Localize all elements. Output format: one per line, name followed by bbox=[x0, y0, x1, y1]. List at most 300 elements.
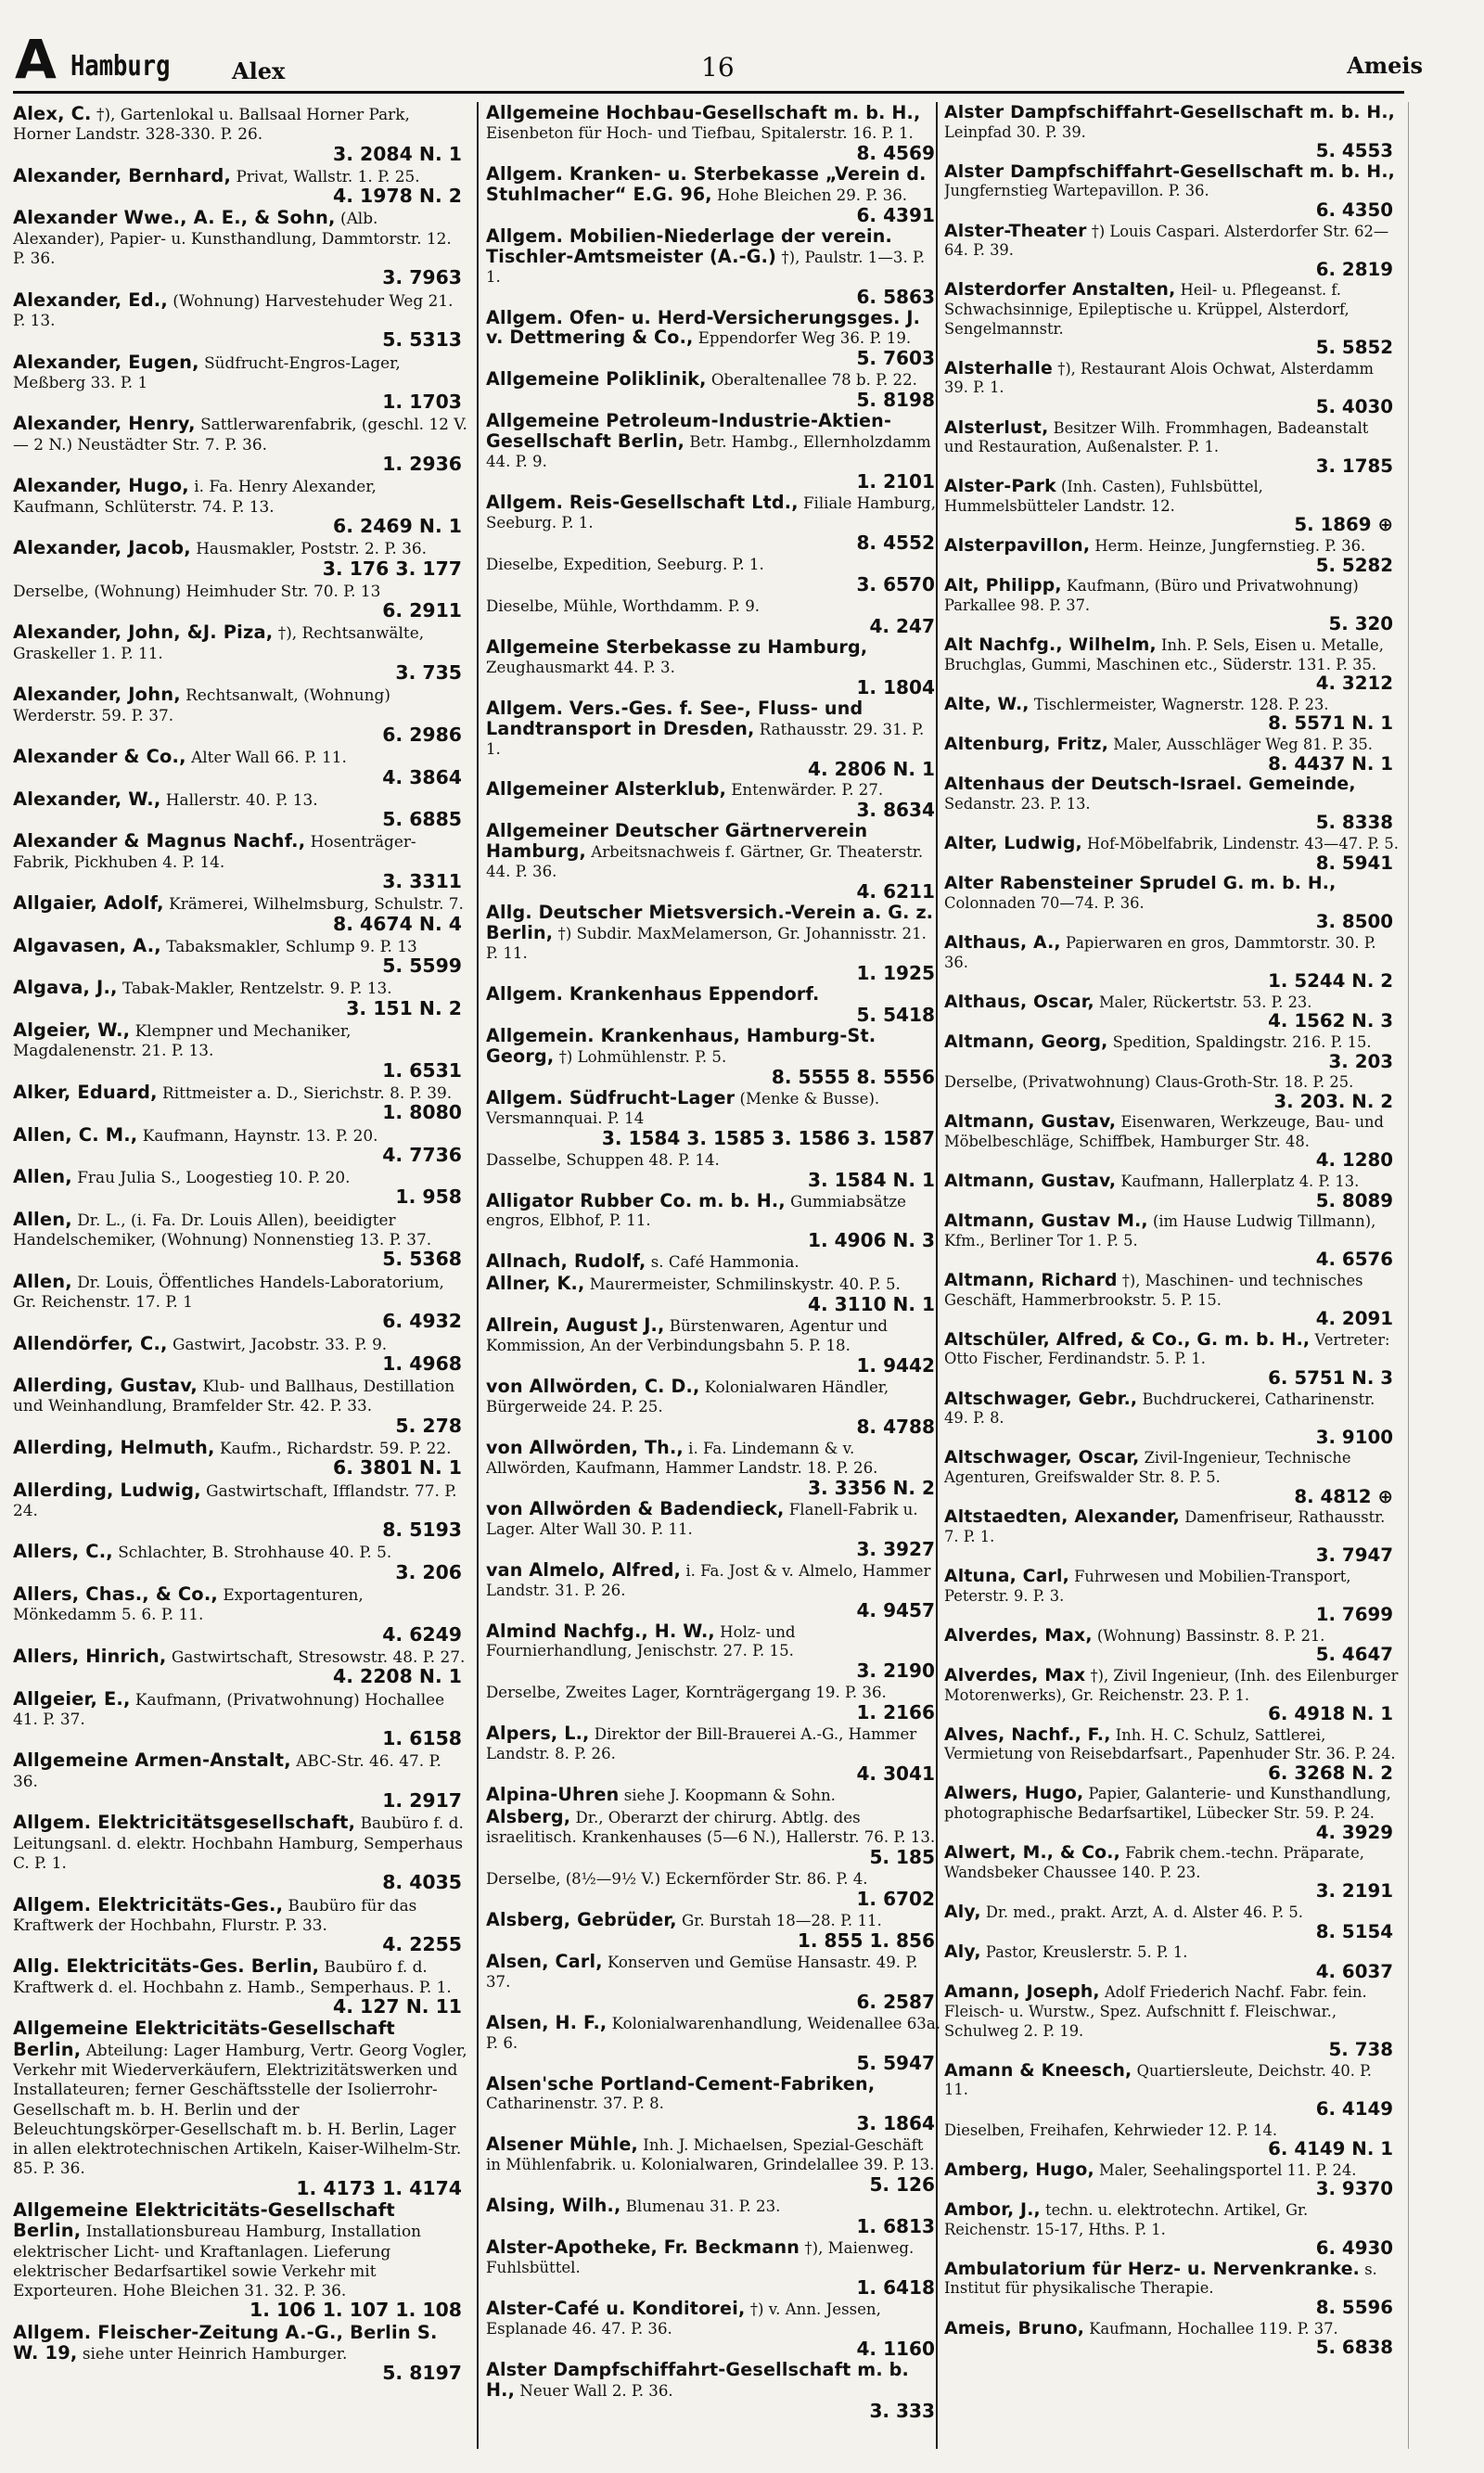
entry-details: Kaufm., Richardstr. 59. P. 22. bbox=[220, 1439, 452, 1457]
directory-entry bbox=[944, 1033, 1399, 1071]
entry-phone: 4. 6037 bbox=[1315, 1960, 1393, 1982]
directory-entry bbox=[486, 2072, 940, 2135]
entry-phone: 4. 3864 bbox=[382, 765, 462, 788]
entry-phone: 4. 2208 N. 1 bbox=[333, 1665, 462, 1688]
entry-phone: 3. 9100 bbox=[1315, 1426, 1393, 1448]
entry-details: ABC-Str. 46. 47. P. 36. bbox=[13, 1751, 441, 1790]
entry-name: Allgem. Krankenhaus Eppendorf. bbox=[486, 982, 820, 1005]
entry-name: Alexander, Bernhard, bbox=[13, 164, 232, 186]
entry-phone: 3. 9370 bbox=[1315, 2178, 1393, 2200]
entry-name: Alexander Wwe., A. E., & Sohn, bbox=[13, 207, 336, 229]
directory-entry bbox=[486, 412, 940, 492]
entry-phone: 3. 3311 bbox=[382, 869, 462, 892]
directory-entry bbox=[944, 1844, 1399, 1902]
entry-details: Holz- und Fournierhandlung, Jenischstr. 27. P. 15. bbox=[486, 1622, 796, 1660]
directory-entry bbox=[486, 1497, 940, 1560]
directory-entry bbox=[486, 1436, 940, 1499]
directory-entry bbox=[13, 2018, 467, 2198]
entry-details: techn. u. elektrotechn. Artikel, Gr. Reichenstr. 15-17, Hths. P. 1. bbox=[944, 2200, 1309, 2238]
entry-phone: 3. 6570 bbox=[856, 572, 935, 596]
entry-phone: 4. 1280 bbox=[1315, 1149, 1393, 1172]
directory-entry bbox=[486, 982, 940, 1026]
entry-phone: 5. 6885 bbox=[382, 808, 462, 831]
entry-name: Allgem. Vers.-Ges. f. See-, Fluss- und Landtransport in Dresden, bbox=[486, 697, 864, 739]
entry-name: Altschwager, Oscar, bbox=[944, 1448, 1140, 1468]
entry-details: Dasselbe, Schuppen 48. P. 14. bbox=[486, 1150, 720, 1169]
directory-entry bbox=[486, 162, 940, 226]
entry-name: Alexander, Eugen, bbox=[13, 351, 199, 373]
entry-phone: 4. 127 N. 11 bbox=[333, 1995, 462, 2018]
entry-name: Alsen, Carl, bbox=[486, 1950, 603, 1972]
directory-entry bbox=[13, 1750, 467, 1811]
entry-details: Südfrucht-Engros-Lager, Meßberg 33. P. 1 bbox=[13, 352, 401, 391]
entry-phone: 5. 4553 bbox=[1315, 140, 1393, 162]
entry-phone: 4. 247 bbox=[869, 614, 935, 637]
entry-details: Papier, Galanterie- und Kunsthandlung, photographische Bedarfsartikel, Lübecker Str. 59. P. 24. bbox=[944, 1785, 1391, 1823]
entry-phone: 6. 2986 bbox=[382, 723, 462, 746]
entry-details: Baubüro für das Kraftwerk der Hochbahn, Flurstr. P. 33. bbox=[13, 1895, 417, 1934]
directory-entry bbox=[13, 1480, 467, 1541]
directory-entry bbox=[13, 2200, 467, 2321]
entry-name: Alster-Theater bbox=[944, 221, 1087, 241]
directory-entry bbox=[486, 1724, 940, 1784]
directory-entry bbox=[944, 2062, 1399, 2120]
page-header bbox=[13, 28, 1441, 93]
entry-details: i. Fa. Henry Alexander, Kaufmann, Schlüterstr. 74. P. 13. bbox=[13, 477, 377, 516]
entry-phone: 8. 4552 bbox=[856, 532, 935, 555]
entry-name: Allers, C., bbox=[13, 1541, 113, 1563]
entry-name: Amann, Joseph, bbox=[944, 1982, 1100, 2003]
entry-details: Adolf Friederich Nachf. Fabr. fein. Fleisch- u. Wurstw., Spez. Aufschnitt f. Fleischwar., Schulweg 2. P. 19. bbox=[944, 1983, 1367, 2040]
entry-phone: 5. 185 bbox=[869, 1846, 935, 1869]
entry-name: Altschwager, Gebr., bbox=[944, 1389, 1138, 1409]
entry-phone: 3. 151 N. 2 bbox=[346, 996, 462, 1019]
directory-entry bbox=[13, 414, 467, 474]
directory-entry bbox=[944, 1508, 1399, 1566]
entry-name: Alexander, Henry, bbox=[13, 413, 196, 435]
entry-details: †), Maschinen- und technisches Geschäft, Hammerbrookstr. 5. P. 15. bbox=[944, 1272, 1363, 1309]
entry-details: siehe J. Koopmann & Sohn. bbox=[623, 1787, 836, 1805]
entry-phone: 3. 203. N. 2 bbox=[1273, 1090, 1393, 1112]
entry-details: Dr., Oberarzt der chirurg. Abtlg. des israelitisch. Krankenhauses (5—6 N.), Hallerstr. 76. P. 13. bbox=[486, 1809, 936, 1847]
directory-entry bbox=[13, 208, 467, 288]
directory-entry bbox=[486, 699, 940, 779]
directory-entry bbox=[944, 934, 1399, 992]
entry-name: Aly, bbox=[944, 1942, 981, 1963]
entry-name: Althaus, Oscar, bbox=[944, 992, 1094, 1012]
directory-entry bbox=[486, 1189, 940, 1252]
entry-name: Allgemein. Krankenhaus, Hamburg-St. Georg, bbox=[486, 1024, 876, 1067]
entry-name: Alexander, W., bbox=[13, 788, 161, 810]
entry-details: Eppendorfer Weg 36. P. 19. bbox=[697, 329, 912, 348]
entry-name: Allen, C. M., bbox=[13, 1123, 138, 1146]
directory-entry bbox=[486, 1683, 940, 1723]
entry-name: Alter, Ludwig, bbox=[944, 833, 1082, 853]
entry-details: Klempner und Mechaniker, Magdalenenstr. 21. P. 13. bbox=[13, 1021, 352, 1060]
entry-phone: 1. 6418 bbox=[856, 2276, 935, 2300]
entry-name: Allen, bbox=[13, 1270, 72, 1292]
directory-entry bbox=[13, 1895, 467, 1955]
directory-entry bbox=[486, 1086, 940, 1149]
entry-name: Amann & Kneesch, bbox=[944, 2060, 1132, 2081]
entry-name: Algavasen, A., bbox=[13, 934, 161, 956]
directory-entry bbox=[944, 223, 1399, 280]
entry-name: Alster Dampfschiffahrt-Gesellschaft m. b. H., bbox=[944, 161, 1395, 182]
entry-phone: 6. 4391 bbox=[856, 203, 935, 226]
entry-name: Altenhaus der Deutsch-Israel. Gemeinde, bbox=[944, 775, 1356, 795]
directory-entry bbox=[13, 1956, 467, 2017]
directory-entry bbox=[944, 1667, 1399, 1724]
directory-entry bbox=[13, 104, 467, 164]
entry-name: Alsen'sche Portland-Cement-Fabriken, bbox=[486, 2072, 876, 2095]
entry-name: Altstaedten, Alexander, bbox=[944, 1507, 1181, 1528]
entry-name: Allgem. Südfrucht-Lager bbox=[486, 1086, 736, 1108]
entry-phone: 3. 735 bbox=[395, 661, 462, 685]
directory-entry bbox=[13, 1334, 467, 1375]
entry-name: Alsterpavillon, bbox=[944, 536, 1091, 557]
entry-phone: 3. 3927 bbox=[856, 1537, 935, 1560]
entry-name: Allgemeine Elektricitäts-Gesellschaft Berlin, bbox=[13, 2198, 395, 2242]
entry-details: (Wohnung) Bassinstr. 8. P. 21. bbox=[1096, 1626, 1325, 1645]
entry-phone: 4. 1978 N. 2 bbox=[333, 185, 462, 208]
entry-phone: 6. 4918 N. 1 bbox=[1268, 1703, 1393, 1725]
entry-name: Ambulatorium für Herz- u. Nervenkranke. bbox=[944, 2259, 1360, 2279]
entry-phone: 5. 4647 bbox=[1315, 1644, 1393, 1666]
entry-name: Allendörfer, C., bbox=[13, 1332, 168, 1354]
entry-details: (Alb. Alexander), Papier- u. Kunsthandlung, Dammtorstr. 12. P. 36. bbox=[13, 209, 452, 268]
entry-phone: 4. 6576 bbox=[1315, 1249, 1393, 1271]
directory-entry bbox=[944, 1272, 1399, 1329]
entry-details: Catharinenstr. 37. P. 8. bbox=[486, 2095, 664, 2113]
entry-phone: 3. 2191 bbox=[1315, 1880, 1393, 1903]
entry-name: Alsterlust, bbox=[944, 417, 1049, 438]
entry-details: Sattlerwarenfabrik, (geschl. 12 V. — 2 N.) Neustädter Str. 7. P. 36. bbox=[13, 415, 467, 454]
entry-details: Eisenbeton für Hoch- und Tiefbau, Spitalerstr. 16. P. 1. bbox=[486, 123, 914, 142]
directory-entry bbox=[13, 1083, 467, 1123]
entry-name: Amberg, Hugo, bbox=[944, 2159, 1094, 2180]
directory-entry bbox=[486, 224, 940, 308]
entry-details: Tabak-Makler, Rentzelstr. 9. P. 13. bbox=[122, 979, 392, 998]
entry-phone: 6. 4932 bbox=[382, 1310, 462, 1333]
entry-name: Allgem. Reis-Gesellschaft Ltd., bbox=[486, 492, 799, 514]
entry-phone: 1. 2166 bbox=[856, 1701, 935, 1724]
entry-details: †), Gartenlokal u. Ballsaal Horner Park, Horner Landstr. 328-330. P. 26. bbox=[13, 105, 410, 144]
entry-details: Tabaksmakler, Schlump 9. P. 13 bbox=[166, 936, 417, 955]
header-rule bbox=[13, 91, 1404, 94]
entry-name: Alt, Philipp, bbox=[944, 576, 1062, 596]
entry-name: Altuna, Carl, bbox=[944, 1566, 1069, 1586]
entry-name: Allen, bbox=[13, 1208, 72, 1230]
entry-name: Allg. Deutscher Mietsversich.-Verein a. G. z. Berlin, bbox=[486, 902, 934, 944]
entry-details: Hallerstr. 40. P. 13. bbox=[165, 789, 318, 809]
entry-details: s. Institut für physikalische Therapie. bbox=[944, 2260, 1377, 2298]
entry-phone: 5. 8089 bbox=[1315, 1189, 1393, 1211]
entry-details: †), Maienweg. Fuhlsbüttel. bbox=[486, 2239, 915, 2277]
entry-name: Alster Dampfschiffahrt-Gesellschaft m. b. H., bbox=[944, 104, 1395, 122]
entry-name: von Allwörden, Th., bbox=[486, 1436, 684, 1458]
entry-name: Altmann, Richard bbox=[944, 1271, 1118, 1291]
directory-entry bbox=[944, 104, 1399, 161]
entry-phone: 8. 5571 N. 1 bbox=[1268, 712, 1393, 735]
directory-entry bbox=[944, 1113, 1399, 1171]
entry-phone: 4. 2806 N. 1 bbox=[808, 757, 935, 780]
directory-entry bbox=[486, 635, 940, 698]
directory-entry bbox=[13, 538, 467, 579]
entry-name: Alwert, M., & Co., bbox=[944, 1843, 1120, 1864]
entry-phone: 1. 6702 bbox=[856, 1887, 935, 1910]
entry-name: Allgemeine Sterbekasse zu Hamburg, bbox=[486, 635, 868, 658]
entry-name: Altmann, Gustav M., bbox=[944, 1211, 1148, 1232]
entry-details: Gr. Burstah 18—28. P. 11. bbox=[681, 1911, 882, 1929]
directory-entry bbox=[13, 581, 467, 621]
entry-phone: 3. 7963 bbox=[382, 266, 462, 289]
directory-entry bbox=[13, 352, 467, 413]
entry-details: Frau Julia S., Loogestieg 10. P. 20. bbox=[77, 1168, 351, 1187]
entry-details: Kolonialwaren Händler, Bürgerweide 24. P. 25. bbox=[486, 1378, 889, 1416]
entry-details: Gastwirt, Jacobstr. 33. P. 9. bbox=[172, 1334, 388, 1353]
directory-entry bbox=[13, 1020, 467, 1081]
entry-details: (Inh. Casten), Fuhlsbüttel, Hummelsbütteler Landstr. 12. bbox=[944, 478, 1263, 515]
entry-details: Arbeitsnachweis f. Gärtner, Gr. Theaterstr. 44. P. 36. bbox=[486, 843, 924, 881]
entry-name: Ameis, Bruno, bbox=[944, 2318, 1085, 2338]
directory-entry bbox=[944, 1212, 1399, 1270]
column-divider bbox=[477, 102, 479, 2449]
entry-details: Klub- und Ballhaus, Destillation und Weinhandlung, Bramfelder Str. 42. P. 33. bbox=[13, 1377, 455, 1416]
entry-name: Alster-Apotheke, Fr. Beckmann bbox=[486, 2236, 800, 2259]
directory-entry bbox=[486, 1808, 940, 1867]
entry-details: Dieselbe, Mühle, Worthdamm. P. 9. bbox=[486, 596, 761, 615]
entry-details: Gastwirtschaft, Ifflandstr. 77. P. 24. bbox=[13, 1480, 457, 1519]
entry-name: Alt Nachfg., Wilhelm, bbox=[944, 635, 1157, 656]
directory-entry bbox=[944, 163, 1399, 221]
entry-details: Leinpfad 30. P. 39. bbox=[944, 122, 1086, 141]
entry-phone: 8. 5154 bbox=[1315, 1920, 1393, 1942]
directory-entry bbox=[486, 1908, 940, 1952]
directory-entry bbox=[944, 2121, 1399, 2159]
entry-details: Filiale Hamburg, Seeburg. P. 1. bbox=[486, 494, 936, 532]
entry-name: Allerding, Helmuth, bbox=[13, 1437, 215, 1458]
entry-name: Alster Dampfschiffahrt-Gesellschaft m. b. H., bbox=[486, 2358, 909, 2401]
entry-name: Allgemeiner Alsterklub, bbox=[486, 778, 727, 801]
entry-details: Konserven und Gemüse Hansastr. 49. P. 37. bbox=[486, 1953, 918, 1991]
directory-entry bbox=[486, 555, 940, 595]
directory-entry bbox=[944, 875, 1399, 932]
entry-phone: 3. 1864 bbox=[856, 2112, 935, 2135]
entry-details: Quartiersleute, Deichstr. 40. P. 11. bbox=[944, 2061, 1372, 2099]
entry-name: Alpers, L., bbox=[486, 1723, 590, 1745]
entry-name: Alster-Café u. Konditorei, bbox=[486, 2297, 746, 2319]
directory-entry bbox=[944, 537, 1399, 575]
directory-entry bbox=[13, 290, 467, 351]
entry-phone: 3. 8500 bbox=[1315, 911, 1393, 933]
entry-details: Derselbe, (Wohnung) Heimhuder Str. 70. P. 13 bbox=[13, 581, 381, 600]
entry-phone: 6. 4930 bbox=[1315, 2237, 1393, 2260]
entry-name: Alsener Mühle, bbox=[486, 2133, 638, 2156]
entry-name: Alter Rabensteiner Sprudel G. m. b. H., bbox=[944, 874, 1337, 894]
entry-name: von Allwörden, C. D., bbox=[486, 1376, 700, 1398]
entry-details: Derselbe, Zweites Lager, Kornträgergang 19. P. 36. bbox=[486, 1684, 887, 1702]
entry-name: Allgaier, Adolf, bbox=[13, 892, 164, 915]
entry-name: Altenburg, Fritz, bbox=[944, 735, 1109, 754]
entry-details: Kaufmann, (Büro und Privatwohnung) Parkallee 98. P. 37. bbox=[944, 577, 1359, 614]
entry-phone: 4. 9457 bbox=[856, 1598, 935, 1621]
entry-phone: 3. 206 bbox=[395, 1560, 462, 1583]
column-3 bbox=[944, 104, 1399, 2451]
entry-phone: 4. 1562 N. 3 bbox=[1268, 1010, 1393, 1032]
directory-entry bbox=[13, 978, 467, 1019]
directory-entry bbox=[944, 2320, 1399, 2358]
directory-entry bbox=[486, 1024, 940, 1088]
entry-name: Allgemeiner Deutscher Gärtnerverein Hamburg, bbox=[486, 820, 868, 863]
directory-entry bbox=[944, 993, 1399, 1031]
entry-details: Baubüro f. d. Kraftwerk d. el. Hochbahn z. Hamb., Semperhaus. P. 1. bbox=[13, 1957, 452, 1996]
entry-name: Allgem. Mobilien-Niederlage der verein. Tischler-Amtsmeister (A.-G.) bbox=[486, 224, 893, 267]
entry-name: Allgem. Elektricitätsgesellschaft, bbox=[13, 1812, 356, 1834]
entry-details: Installationsbureau Hamburg, Installation elektrischer Licht- und Kraftanlagen. Lieferung elektrischer Bedarfsartikel sowie Verkehr mit Exporteuren. Hohe Bleichen 31. 32. P. 36. bbox=[13, 2222, 421, 2300]
entry-name: Aly, bbox=[944, 1903, 981, 1923]
entry-phone: 5. 6838 bbox=[1315, 2337, 1393, 2359]
entry-phone: 1. 9442 bbox=[856, 1354, 935, 1377]
entry-phone: 4. 1160 bbox=[856, 2337, 935, 2360]
entry-phone: 1. 6531 bbox=[382, 1058, 462, 1082]
directory-entry bbox=[13, 1542, 467, 1582]
section-letter: A bbox=[15, 28, 57, 91]
entry-name: Alves, Nachf., F., bbox=[944, 1724, 1111, 1745]
directory-entry bbox=[486, 306, 940, 370]
entry-phone: 5. 8338 bbox=[1315, 812, 1393, 834]
directory-entry bbox=[486, 1275, 940, 1314]
entry-name: Allner, K., bbox=[486, 1273, 585, 1295]
entry-details: Fuhrwesen und Mobilien-Transport, Peterstr. 9. P. 3. bbox=[944, 1567, 1351, 1605]
entry-name: Alexander & Magnus Nachf., bbox=[13, 830, 306, 852]
entry-details: Neuer Wall 2. P. 36. bbox=[519, 2381, 673, 2400]
directory-entry bbox=[486, 104, 940, 163]
entry-phone: 1. 106 1. 107 1. 108 bbox=[249, 2299, 462, 2322]
entry-details: Zeughausmarkt 44. P. 3. bbox=[486, 658, 675, 676]
directory-entry bbox=[486, 903, 940, 983]
entry-phone: 1. 4968 bbox=[382, 1352, 462, 1375]
entry-phone: 3. 8634 bbox=[856, 799, 935, 822]
entry-details: Abteilung: Lager Hamburg, Vertr. Georg Vogler, Verkehr mit Wiederverkäufern, Elektrizitätswerken und Installateuren; ferner Geschäftsstelle der Isolierrohr-Gesellschaft m. b. H. Berlin und der Beleuchtungskörper-Gesellschaft m. b. H. Berlin, Lager in allen elektrotechnischen Artikeln, Kaiser-Wilhelm-Str. 85. P. 36. bbox=[13, 2040, 467, 2178]
entry-details: Gummiabsätze engros, Elbhof, P. 11. bbox=[486, 1192, 906, 1230]
entry-details: (Wohnung) Harvestehuder Weg 21. P. 13. bbox=[13, 290, 454, 329]
entry-details: (im Hause Ludwig Tillmann), Kfm., Berliner Tor 1. P. 5. bbox=[944, 1212, 1376, 1249]
entry-details: †) Louis Caspari. Alsterdorfer Str. 62—64. P. 39. bbox=[944, 222, 1389, 260]
entry-details: Jungfernstieg Wartepavillon. P. 36. bbox=[944, 182, 1209, 200]
directory-entry bbox=[486, 2358, 940, 2422]
entry-details: †), Paulstr. 1—3. P. 1. bbox=[486, 248, 926, 286]
entry-name: Allers, Chas., & Co., bbox=[13, 1583, 218, 1606]
entry-details: Hausmakler, Poststr. 2. P. 36. bbox=[196, 539, 427, 558]
entry-details: Exportagenturen, Mönkedamm 5. 6. P. 11. bbox=[13, 1585, 364, 1624]
entry-phone: 6. 2587 bbox=[856, 1990, 935, 2013]
entry-phone: 1. 2917 bbox=[382, 1789, 462, 1813]
entry-phone: 6. 4149 N. 1 bbox=[1268, 2138, 1393, 2160]
directory-entry bbox=[13, 685, 467, 745]
entry-name: Allerding, Ludwig, bbox=[13, 1479, 201, 1501]
entry-name: Alwers, Hugo, bbox=[944, 1784, 1084, 1804]
entry-phone: 1. 855 1. 856 bbox=[797, 1928, 935, 1952]
entry-phone: 8. 4788 bbox=[856, 1416, 935, 1438]
entry-phone: 1. 2101 bbox=[856, 470, 935, 493]
entry-details: Rechtsanwalt, (Wohnung) Werderstr. 59. P. 37. bbox=[13, 686, 390, 724]
entry-details: Kolonialwarenhandlung, Weidenallee 63a. P. 6. bbox=[486, 2014, 940, 2052]
directory-entry bbox=[944, 1983, 1399, 2059]
directory-entry bbox=[13, 747, 467, 788]
directory-entry bbox=[13, 166, 467, 207]
entry-name: Altmann, Georg, bbox=[944, 1031, 1108, 1052]
directory-entry bbox=[944, 1331, 1399, 1389]
entry-name: Alsterdorfer Anstalten, bbox=[944, 280, 1176, 301]
directory-entry bbox=[944, 1390, 1399, 1448]
directory-entry bbox=[13, 1689, 467, 1749]
entry-phone: 3. 2190 bbox=[856, 1659, 935, 1683]
entry-details: Maler, Seehalingsportel 11. P. 24. bbox=[1099, 2160, 1357, 2179]
directory-entry bbox=[13, 1438, 467, 1479]
entry-details: Kaufmann, Hochallee 119. P. 37. bbox=[1089, 2319, 1338, 2338]
entry-phone: 6. 5863 bbox=[856, 285, 935, 308]
entry-phone: 5. 7603 bbox=[856, 347, 935, 370]
column-divider bbox=[1408, 102, 1409, 2449]
entry-name: van Almelo, Alfred, bbox=[486, 1558, 682, 1581]
directory-entry bbox=[13, 1813, 467, 1892]
entry-phone: 6. 3268 N. 2 bbox=[1268, 1762, 1393, 1784]
directory-entry bbox=[486, 780, 940, 820]
entry-details: †), Zivil Ingenieur, (Inh. des Eilenburger Motorenwerks), Gr. Reichenstr. 23. P. 1. bbox=[944, 1666, 1399, 1704]
directory-entry bbox=[944, 1785, 1399, 1842]
directory-entry bbox=[486, 1377, 940, 1437]
entry-phone: 3. 203 bbox=[1328, 1050, 1393, 1072]
entry-details: Herm. Heinze, Jungfernstieg. P. 36. bbox=[1094, 537, 1366, 556]
entry-phone: 4. 3110 N. 1 bbox=[808, 1293, 935, 1316]
entry-name: Algava, J., bbox=[13, 977, 118, 999]
entry-phone: 6. 2911 bbox=[382, 599, 462, 622]
entry-phone: 3. 2084 N. 1 bbox=[333, 142, 462, 165]
directory-entry bbox=[13, 1210, 467, 1270]
entry-phone: 6. 4149 bbox=[1315, 2097, 1393, 2120]
entry-name: Alligator Rubber Co. m. b. H., bbox=[486, 1189, 786, 1211]
entry-details: Vertreter: Otto Fischer, Ferdinandstr. 5. P. 1. bbox=[944, 1330, 1390, 1368]
entry-phone: 4. 3041 bbox=[856, 1762, 935, 1786]
entry-phone: 8. 4674 N. 4 bbox=[333, 912, 462, 935]
directory-entry bbox=[944, 636, 1399, 694]
entry-details: Alter Wall 66. P. 11. bbox=[191, 748, 347, 767]
entry-name: Alexander, Jacob, bbox=[13, 537, 191, 559]
entry-details: Kaufmann, (Privatwohnung) Hochallee 41. P. 37. bbox=[13, 1689, 445, 1728]
entry-name: Alexander, John, &J. Piza, bbox=[13, 621, 274, 644]
entry-details: Maurermeister, Schmilinskystr. 40. P. 5. bbox=[589, 1275, 901, 1294]
range-from: Alex bbox=[232, 58, 286, 84]
entry-details: Entenwärder. P. 27. bbox=[731, 781, 884, 800]
entry-phone: 3. 1785 bbox=[1315, 455, 1393, 477]
entry-phone: 4. 2255 bbox=[382, 1933, 462, 1956]
directory-entry bbox=[944, 775, 1399, 833]
entry-name: Alster-Park bbox=[944, 477, 1056, 497]
entry-phone: 8. 4437 N. 1 bbox=[1268, 752, 1393, 775]
directory-entry bbox=[13, 1167, 467, 1208]
entry-phone: 1. 1804 bbox=[856, 675, 935, 698]
directory-entry bbox=[486, 1150, 940, 1190]
city-title: Hamburg bbox=[70, 50, 171, 83]
entry-name: Alexander & Co., bbox=[13, 746, 186, 768]
directory-entry bbox=[486, 1786, 940, 1806]
entry-phone: 8. 5596 bbox=[1315, 2296, 1393, 2318]
entry-phone: 4. 6211 bbox=[856, 880, 935, 903]
directory-entry bbox=[13, 1584, 467, 1645]
entry-phone: 6. 5751 N. 3 bbox=[1268, 1367, 1393, 1389]
directory-entry bbox=[486, 2297, 940, 2360]
column-1 bbox=[13, 104, 467, 2451]
